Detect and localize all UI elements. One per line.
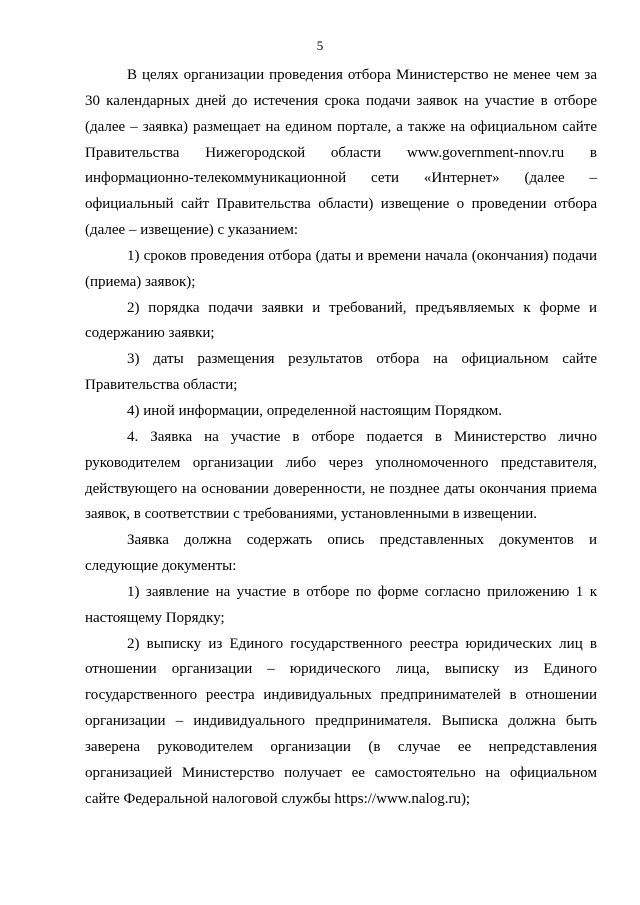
- document-body: [85, 63, 597, 812]
- paragraph-section-4-application: 4. Заявка на участие в отборе подается в Министерство лично руководителем организации либо через уполномоченного представителя, действующего на основании доверенности, не позднее даты окончания приема заявок, в соответствии с требованиями, установленными в извещении.: [85, 428, 597, 523]
- page-number: 5: [316, 38, 324, 53]
- paragraph-publication-notice: В целях организации проведения отбора Министерство не менее чем за 30 календарных дней до истечения срока подачи заявок на участие в отборе (далее – заявка) размещает на едином портале, а также на официальном сайте Правительства Нижегородской области www.government-nnov.ru в информационно-телекоммуникационной сети «Интернет» (далее – официальный сайт Правительства области) извещение о проведении отбора (далее – извещение) с указанием:: [85, 67, 597, 239]
- paragraph-item-2-submission: 2) порядка подачи заявки и требований, предъявляемых к форме и содержанию заявки;: [85, 299, 597, 342]
- paragraph-item-4-other-info: 4) иной информации, определенной настоящим Порядком.: [127, 402, 502, 419]
- paragraph-doc-1-application-form: 1) заявление на участие в отборе по форме согласно приложению 1 к настоящему Порядку;: [85, 583, 597, 626]
- paragraph-item-1-deadlines: 1) сроков проведения отбора (даты и времени начала (окончания) подачи (приема) заявок);: [85, 247, 597, 290]
- paragraph-required-documents: Заявка должна содержать опись представленных документов и следующие документы:: [85, 532, 597, 575]
- paragraph-item-3-results: 3) даты размещения результатов отбора на официальном сайте Правительства области;: [85, 351, 597, 394]
- paragraph-doc-2-registry-extract: 2) выписку из Единого государственного реестра юридических лиц в отношении организации – юридического лица, выписку из Единого государственного реестра индивидуальных предпринимателей в отношении организации – индивидуального предпринимателя. Выписка должна быть заверена руководителем организации (в случае ее непредставления организацией Министерство получает ее самостоятельно на официальном сайте Федеральной налоговой службы https://www.nalog.ru);: [85, 635, 597, 807]
